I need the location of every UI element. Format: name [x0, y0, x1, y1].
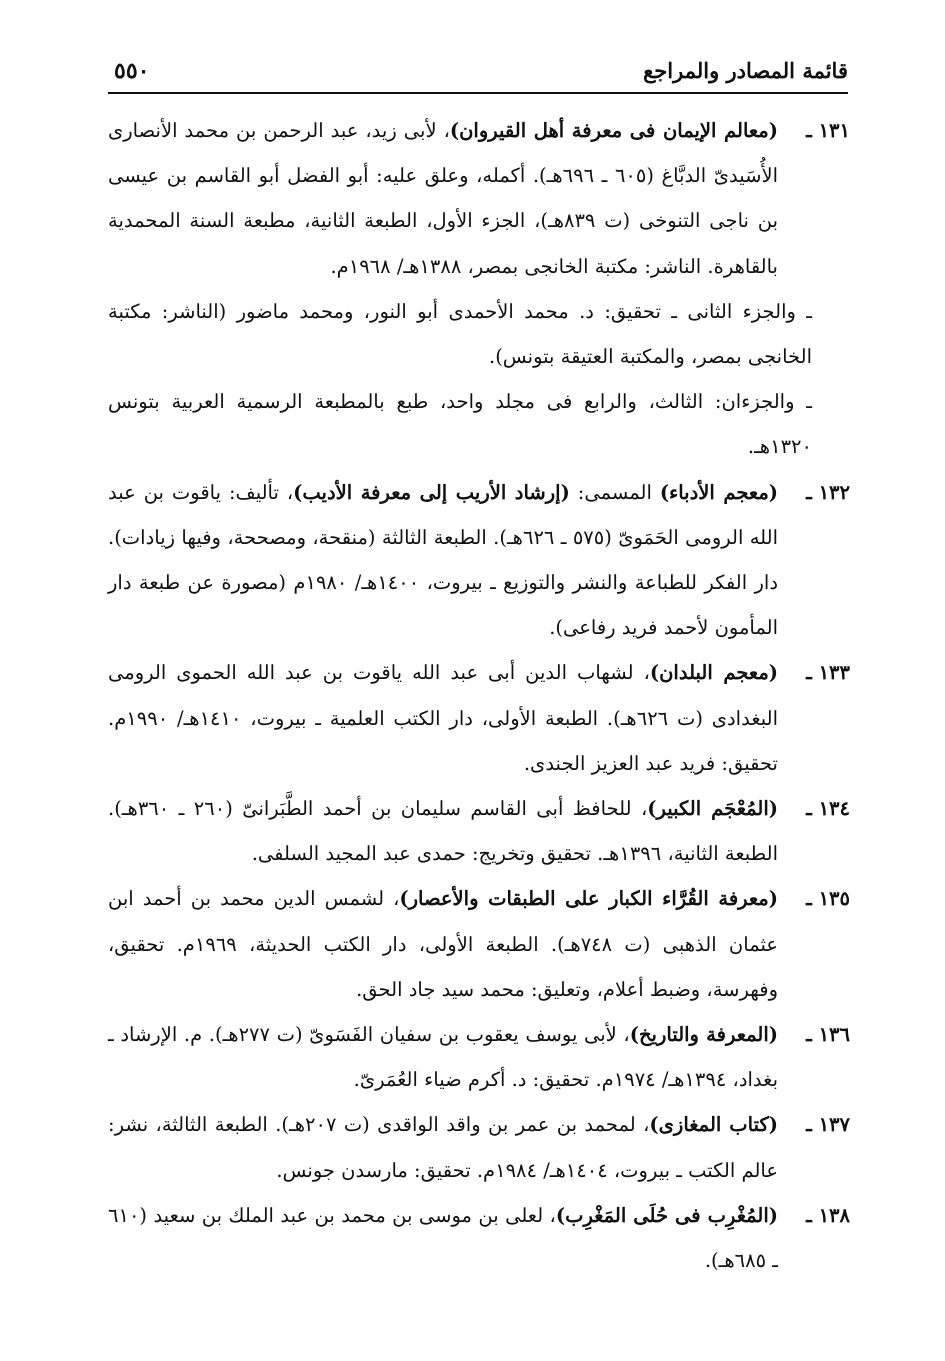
page-number: ٥٥٠ — [114, 58, 150, 84]
entry-title: (معجم الأدباء) — [659, 480, 779, 504]
page-header — [108, 52, 848, 94]
entry-title: (كتاب المغازى) — [649, 1113, 778, 1137]
entry-133 — [108, 650, 850, 786]
entry-title: (معالم الإيمان فى معرفة أهل القيروان) — [449, 119, 778, 142]
entry-details: ـ والجزء الثانى ـ تحقيق: د. محمد الأحمدى أبو النور، ومحمد ماضور (الناشر: مكتبة الخانجى بمصر، والمكتبة العتيقة بتونس). — [108, 299, 812, 369]
entry-number: ١٣٧ ـ — [806, 1113, 850, 1137]
entry-number: ١٣١ ـ — [806, 119, 850, 142]
entry-connector: المسمى: — [569, 480, 660, 504]
entry-details: ، لشمس الدين محمد بن أحمد ابن عثمان الذهبى (ت ٧٤٨هـ). الطبعة الأولى، دار الكتب الحديثة، ١٩٦٩م. تحقيق، وفهرسة، وضبط أعلام، وتعليق: محمد سيد جاد الحق. — [108, 887, 778, 1001]
entry-135 — [108, 876, 850, 1012]
entry-details: ، لشهاب الدين أبى عبد الله ياقوت بن عبد الله الحموى الرومى البغدادى (ت ٦٢٦هـ). الطبعة الأولى، دار الكتب العلمية ـ بيروت، ١٤١٠هـ/ ١٩٩٠م. تحقيق: فريد عبد العزيز الجندى. — [108, 661, 778, 775]
entry-number: ١٣٤ ـ — [806, 797, 850, 821]
entry-134 — [108, 786, 850, 876]
entry-number: ١٣٥ ـ — [806, 887, 850, 911]
bibliography-list — [108, 108, 850, 1283]
running-title: قائمة المصادر والمراجع — [643, 58, 848, 83]
entry-131-part-2 — [108, 289, 850, 379]
entry-title: (المُعْجَم الكبير) — [647, 797, 778, 821]
entry-136 — [108, 1012, 850, 1102]
entry-details: ، لأبى يوسف يعقوب بن سفيان الفَسَوىّ (ت ٢٧٧هـ). م. الإرشاد ـ بغداد، ١٣٩٤هـ/ ١٩٧٤م. تحقيق: د. أكرم ضياء العُمَرىّ. — [108, 1023, 778, 1092]
entry-details: ـ والجزءان: الثالث، والرابع فى مجلد واحد، طبع بالمطبعة الرسمية العربية بتونس ١٣٢٠هـ. — [108, 390, 812, 459]
entry-title: (معرفة القُرَّاء الكبار على الطبقات والأعصار) — [399, 887, 778, 911]
entry-title: (المُغْرِب فى حُلَى المَغْرِب) — [555, 1203, 778, 1227]
entry-number: ١٣٦ ـ — [806, 1023, 850, 1047]
entry-131-parts-3-4 — [108, 379, 850, 469]
entry-title: (معجم البلدان) — [649, 661, 779, 685]
entry-details: ، لأبى زيد، عبد الرحمن بن محمد الأنصارى الأُسَيدىّ الدبَّاغ (٦٠٥ ـ ٦٩٦هـ). أكمله، وعلق عليه: أبو الفضل أبو القاسم بن عيسى بن ناجى التنوخى (ت ٨٣٩هـ)، الجزء الأول، الطبعة الثانية، مطبعة السنة المحمدية بالقاهرة. الناشر: مكتبة الخانجى بمصر، ١٣٨٨هـ/ ١٩٦٨م. — [108, 119, 778, 278]
entry-details: ، للحافظ أبى القاسم سليمان بن أحمد الطَّبَرانىّ (٢٦٠ ـ ٣٦٠هـ). الطبعة الثانية، ١٣٩٦هـ. تحقيق وتخريج: حمدى عبد المجيد السلفى. — [108, 797, 778, 866]
entry-137 — [108, 1102, 850, 1192]
entry-number: ١٣٢ ـ — [806, 480, 850, 504]
entry-alt-title: (إرشاد الأريب إلى معرفة الأديب) — [293, 480, 570, 504]
entry-132 — [108, 470, 850, 651]
entry-number: ١٣٣ ـ — [806, 661, 850, 685]
entry-138 — [108, 1193, 850, 1283]
entry-title: (المعرفة والتاريخ) — [629, 1023, 778, 1047]
entry-details: ، لعلى بن موسى بن محمد بن عبد الملك بن سعيد (٦١٠ ـ ٦٨٥هـ). — [108, 1203, 778, 1273]
entry-details: ، تأليف: ياقوت بن عبد الله الرومى الحَمَوىّ (٥٧٥ ـ ٦٢٦هـ). الطبعة الثالثة (منقحة، ومصححة، وفيها زيادات). دار الفكر للطباعة والنشر والتوزيع ـ بيروت، ١٤٠٠هـ/ ١٩٨٠م (مصورة عن طبعة دار المأمون لأحمد فريد رفاعى). — [108, 480, 779, 640]
entry-number: ١٣٨ ـ — [806, 1203, 850, 1227]
entry-131 — [108, 108, 850, 289]
entry-details: ، لمحمد بن عمر بن واقد الواقدى (ت ٢٠٧هـ). الطبعة الثالثة، نشر: عالم الكتب ـ بيروت، ١٤٠٤هـ/ ١٩٨٤م. تحقيق: مارسدن جونس. — [108, 1113, 778, 1182]
